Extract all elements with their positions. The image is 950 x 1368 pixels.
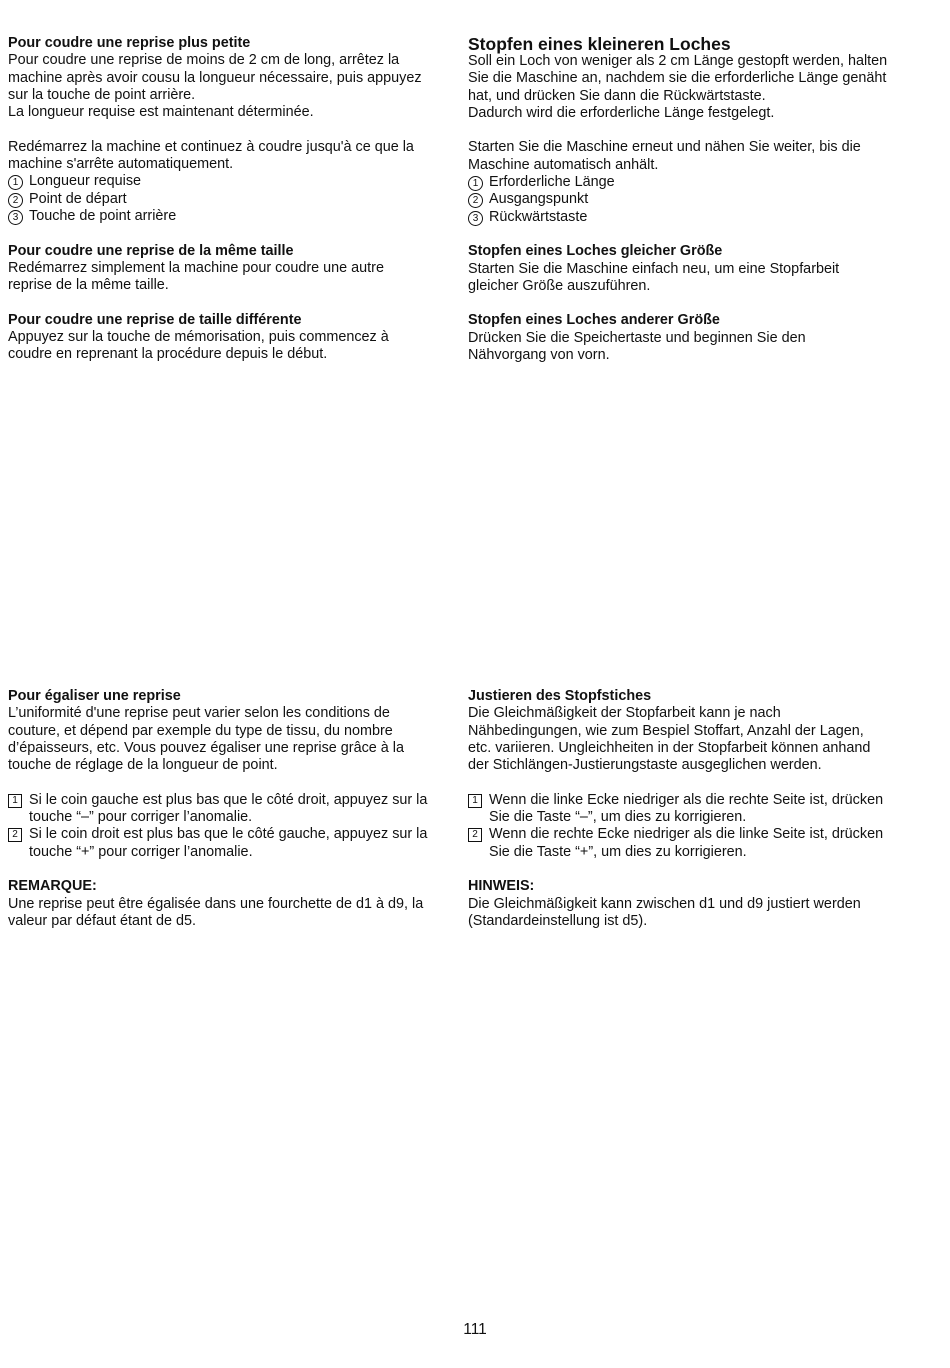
text-line: reprise de la même taille. — [8, 277, 169, 294]
circled-number: 3 — [468, 211, 483, 226]
circled-number: 3 — [8, 210, 23, 225]
fr-bottom-section — [8, 688, 453, 930]
text-line: coudre en reprenant la procédure depuis le début. — [8, 346, 328, 363]
text-line: La longueur requise est maintenant déterminée. — [8, 104, 314, 121]
paragraph — [468, 330, 913, 365]
list-item-text: Longueur requise — [29, 173, 142, 190]
text-line: Starten Sie die Maschine erneut und nähen Sie weiter, bis die — [468, 139, 861, 156]
note-text — [8, 896, 453, 931]
text-line: Wenn die linke Ecke niedriger als die rechte Seite ist, drücken — [489, 791, 884, 808]
text-line: sur la touche de point arrière. — [8, 86, 196, 103]
text-line: gleicher Größe auszuführen. — [468, 277, 651, 294]
text-line: Nähbedingungen, wie zum Bespiel Stoffart, Anzahl der Lagen, — [468, 722, 864, 739]
paragraph — [468, 261, 913, 296]
text-line: Sie die Taste “–”, um dies zu korrigieren. — [489, 809, 747, 826]
circled-number: 1 — [468, 176, 483, 191]
text-line: valeur par défaut étant de d5. — [8, 912, 197, 929]
list-item — [468, 191, 913, 208]
page-number: 111 — [463, 1321, 487, 1338]
note-text — [468, 896, 913, 931]
text-line: L’uniformité d'une reprise peut varier selon les conditions de — [8, 705, 390, 722]
paragraph — [8, 52, 453, 121]
list-item — [468, 792, 913, 827]
fr-top-section — [8, 35, 453, 364]
circled-number: 1 — [8, 175, 23, 190]
note-title: HINWEIS: — [468, 878, 535, 895]
text-line: Soll ein Loch von weniger als 2 cm Länge gestopft werden, halten — [468, 53, 888, 69]
text-line: Pour coudre une reprise de moins de 2 cm de long, arrêtez la — [8, 52, 400, 69]
text-line: couture, et dépend par exemple du type de tissu, du nombre — [8, 722, 393, 739]
de-top-section — [468, 35, 913, 364]
text-line: touche “+” pour corriger l’anomalie. — [29, 843, 253, 860]
circled-number: 2 — [468, 193, 483, 208]
text-line: Drücken Sie die Speichertaste und beginnen Sie den — [468, 329, 806, 346]
list-item-text: Erforderliche Länge — [489, 174, 615, 191]
paragraph — [8, 329, 453, 364]
list-item — [8, 173, 453, 190]
text-line: Die Gleichmäßigkeit der Stopfarbeit kann je nach — [468, 705, 781, 722]
list-item — [8, 208, 453, 225]
text-line: Redémarrez la machine et continuez à coudre jusqu'à ce que la — [8, 138, 414, 155]
boxed-number: 2 — [468, 828, 482, 842]
text-line: Starten Sie die Maschine einfach neu, um eine Stopfarbeit — [468, 260, 840, 277]
text-line: Wenn die rechte Ecke niedriger als die linke Seite ist, drücken — [489, 826, 884, 843]
paragraph — [8, 260, 453, 295]
text-line: Dadurch wird die erforderliche Länge festgelegt. — [468, 104, 775, 121]
paragraph — [468, 139, 913, 174]
list-item-text: Ausgangspunkt — [489, 191, 589, 208]
text-line: Si le coin droit est plus bas que le côté gauche, appuyez sur la — [29, 826, 428, 843]
boxed-number: 2 — [8, 828, 22, 842]
paragraph — [468, 705, 913, 774]
section-heading: Justieren des Stopfstiches — [468, 688, 652, 704]
text-line: Nähvorgang von vorn. — [468, 347, 610, 364]
list-item — [468, 826, 913, 861]
section-heading: Pour coudre une reprise plus petite — [8, 35, 251, 51]
text-line: hat, und drücken Sie dann die Rückwärtstaste. — [468, 87, 766, 104]
circled-number: 2 — [8, 193, 23, 208]
text-line: Sie die Maschine an, nachdem sie die erforderliche Länge genäht — [468, 70, 887, 87]
text-line: d’épaisseurs, etc. Vous pouvez égaliser une reprise grâce à la — [8, 739, 404, 756]
list-item — [8, 792, 453, 827]
text-line: Appuyez sur la touche de mémorisation, puis commencez à — [8, 329, 389, 346]
section-heading: Pour égaliser une reprise — [8, 688, 181, 704]
text-line: machine s'arrête automatiquement. — [8, 156, 234, 173]
text-line: Maschine automatisch anhält. — [468, 156, 659, 173]
text-line: Redémarrez simplement la machine pour coudre une autre — [8, 259, 384, 276]
text-line: der Stichlängen-Justierungstaste ausgeglichen werden. — [468, 757, 822, 774]
text-line: Une reprise peut être égalisée dans une fourchette de d1 à d9, la — [8, 895, 424, 912]
section-heading: Stopfen eines Loches gleicher Größe — [468, 243, 723, 260]
section-heading: Pour coudre une reprise de taille différente — [8, 311, 302, 328]
text-line: touche “–” pour corriger l’anomalie. — [29, 809, 253, 826]
list-item-text: Point de départ — [29, 190, 127, 207]
text-line: Sie die Taste “+”, um dies zu korrigieren. — [489, 843, 747, 860]
section-heading: Stopfen eines Loches anderer Größe — [468, 312, 720, 329]
text-line: (Standardeinstellung ist d5). — [468, 912, 648, 929]
list-item — [468, 209, 913, 226]
paragraph — [8, 139, 453, 174]
list-item — [8, 826, 453, 861]
paragraph — [8, 705, 453, 774]
text-line: touche de réglage de la longueur de point. — [8, 757, 278, 774]
list-item-text: Touche de point arrière — [29, 207, 177, 224]
paragraph — [468, 53, 913, 122]
list-item-text: Rückwärtstaste — [489, 208, 588, 225]
text-line: Si le coin gauche est plus bas que le côté droit, appuyez sur la — [29, 791, 428, 808]
boxed-number: 1 — [8, 794, 22, 808]
text-line: machine après avoir cousu la longueur nécessaire, puis appuyez — [8, 69, 422, 86]
list-item — [8, 191, 453, 208]
section-heading: Pour coudre une reprise de la même taille — [8, 242, 294, 259]
boxed-number: 1 — [468, 794, 482, 808]
note-title: REMARQUE: — [8, 878, 97, 895]
list-item — [468, 174, 913, 191]
text-line: etc. variieren. Ungleichheiten in der Stopfarbeit können anhand — [468, 739, 871, 756]
de-bottom-section — [468, 688, 913, 930]
text-line: Die Gleichmäßigkeit kann zwischen d1 und d9 justiert werden — [468, 895, 861, 912]
section-title: Stopfen eines kleineren Loches — [468, 34, 731, 54]
